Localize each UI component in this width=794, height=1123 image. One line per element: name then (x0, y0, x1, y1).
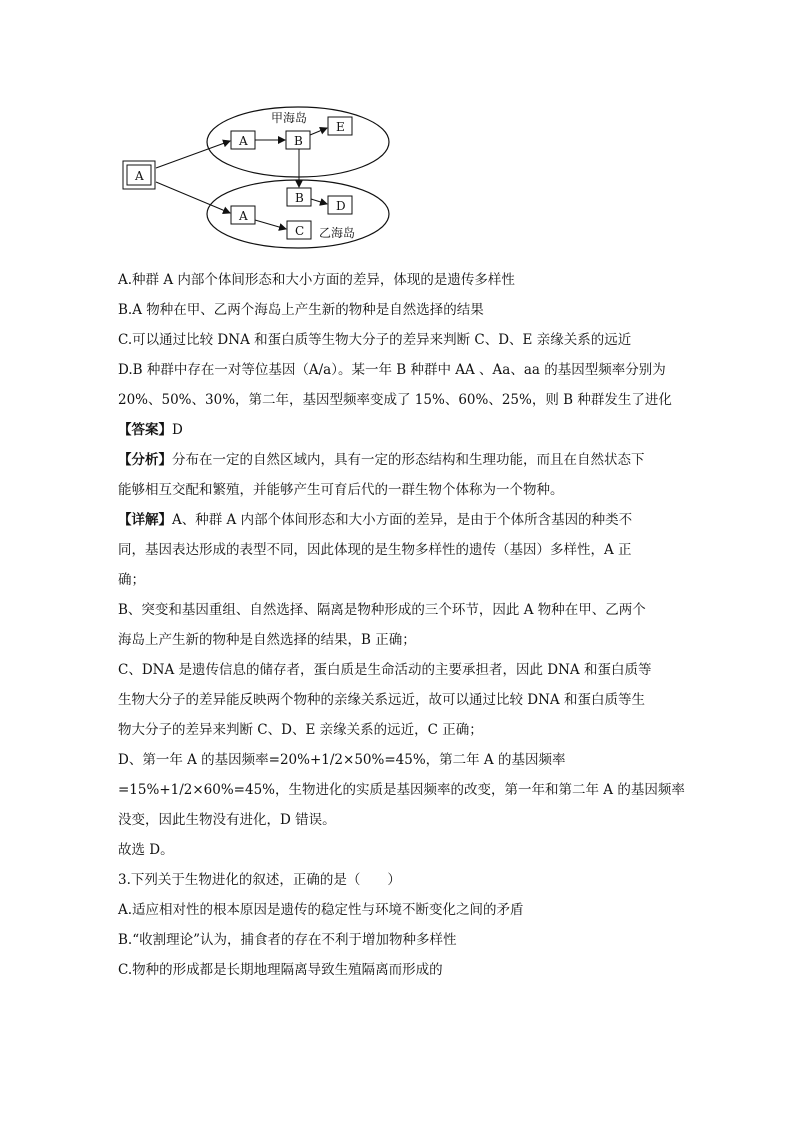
analysis-line1 (118, 445, 678, 475)
detail-a-line3: 确； (118, 572, 145, 588)
question3-option-c: C.物种的形成都是长期地理隔离导致生殖隔离而形成的 (118, 962, 443, 978)
question3-stem: 3.下列关于生物进化的叙述，正确的是（ ） (118, 872, 401, 888)
detail-a-line1 (118, 505, 678, 535)
question3-option-b: B.“收割理论”认为，捕食者的存在不利于增加物种多样性 (118, 932, 457, 948)
node-a-yi-label: A (239, 209, 248, 223)
detail-d-line3: 没变，因此生物没有进化，D 错误。 (118, 812, 336, 828)
node-e-label: E (336, 120, 345, 134)
option-d-line1: D.B 种群中存在一对等位基因（A/a）。某一年 B 种群中 AA 、Aa、aa 的基因型频率分别为 (118, 362, 666, 378)
arrow-origin-to-jia (156, 141, 230, 168)
node-b-jia-label: B (294, 134, 303, 148)
analysis-line2: 能够相互交配和繁殖，并能够产生可育后代的一群生物个体称为一个物种。 (118, 482, 564, 498)
option-a: A.种群 A 内部个体间形态和大小方面的差异，体现的是遗传多样性 (118, 272, 515, 288)
island-jia-label: 甲海岛 (271, 111, 308, 125)
document-body (118, 265, 685, 985)
detail-c-line3: 物大分子的差异来判断 C、D、E 亲缘关系的远近，C 正确； (118, 722, 483, 738)
detail-b-line1: B、突变和基因重组、自然选择、隔离是物种形成的三个环节，因此 A 物种在甲、乙两个 (118, 602, 646, 618)
node-a-origin-label: A (135, 169, 144, 183)
analysis-text1: 分布在一定的自然区域内，具有一定的形态结构和生理功能，而且在自然状态下 (172, 452, 645, 468)
island-yi-label: 乙海岛 (319, 226, 356, 240)
detail-a-text1: A、种群 A 内部个体间形态和大小方面的差异，是由于个体所含基因的种类不 (172, 512, 633, 528)
question3-option-a: A.适应相对性的根本原因是遗传的稳定性与环境不断变化之间的矛盾 (118, 902, 524, 918)
arrow-b-to-e (310, 128, 327, 135)
detail-b-line2: 海岛上产生新的物种是自然选择的结果，B 正确； (118, 632, 416, 648)
node-b-yi-label: B (295, 191, 304, 205)
analysis-tag: 【分析】 (118, 452, 172, 468)
detail-c-line2: 生物大分子的差异能反映两个物种的亲缘关系远近，故可以通过比较 DNA 和蛋白质等生 (118, 692, 645, 708)
node-a-jia-label: A (239, 134, 248, 148)
detail-a-line2: 同，基因表达形成的表型不同，因此体现的是生物多样性的遗传（基因）多样性，A 正 (118, 542, 632, 558)
answer-tag: 【答案】 (118, 422, 172, 438)
option-c: C.可以通过比较 DNA 和蛋白质等生物大分子的差异来判断 C、D、E 亲缘关系的远近 (118, 332, 632, 348)
arrow-b-yi-to-d (311, 199, 327, 204)
answer-line (118, 415, 678, 445)
option-b: B.A 物种在甲、乙两个海岛上产生新的物种是自然选择的结果 (118, 302, 484, 318)
species-formation-diagram (110, 100, 410, 250)
option-d-line2: 20%、50%、30%，第二年，基因型频率变成了 15%、60%、25%，则 B 种群发生了进化 (118, 392, 672, 408)
node-c-label: C (295, 224, 305, 238)
arrow-a-yi-to-c (255, 220, 286, 229)
detail-tag: 【详解】 (118, 512, 172, 528)
detail-d-line1: D、第一年 A 的基因频率=20%+1/2×50%=45%，第二年 A 的基因频率 (118, 752, 566, 768)
detail-d-line2: =15%+1/2×60%=45%，生物进化的实质是基因频率的改变，第一年和第二年 A 的基因频率 (118, 782, 685, 798)
detail-c-line1: C、DNA 是遗传信息的储存者，蛋白质是生命活动的主要承担者，因此 DNA 和蛋白质等 (118, 662, 652, 678)
answer-value: D (172, 422, 183, 438)
node-d-label: D (336, 199, 346, 213)
detail-conclusion: 故选 D。 (118, 842, 174, 858)
